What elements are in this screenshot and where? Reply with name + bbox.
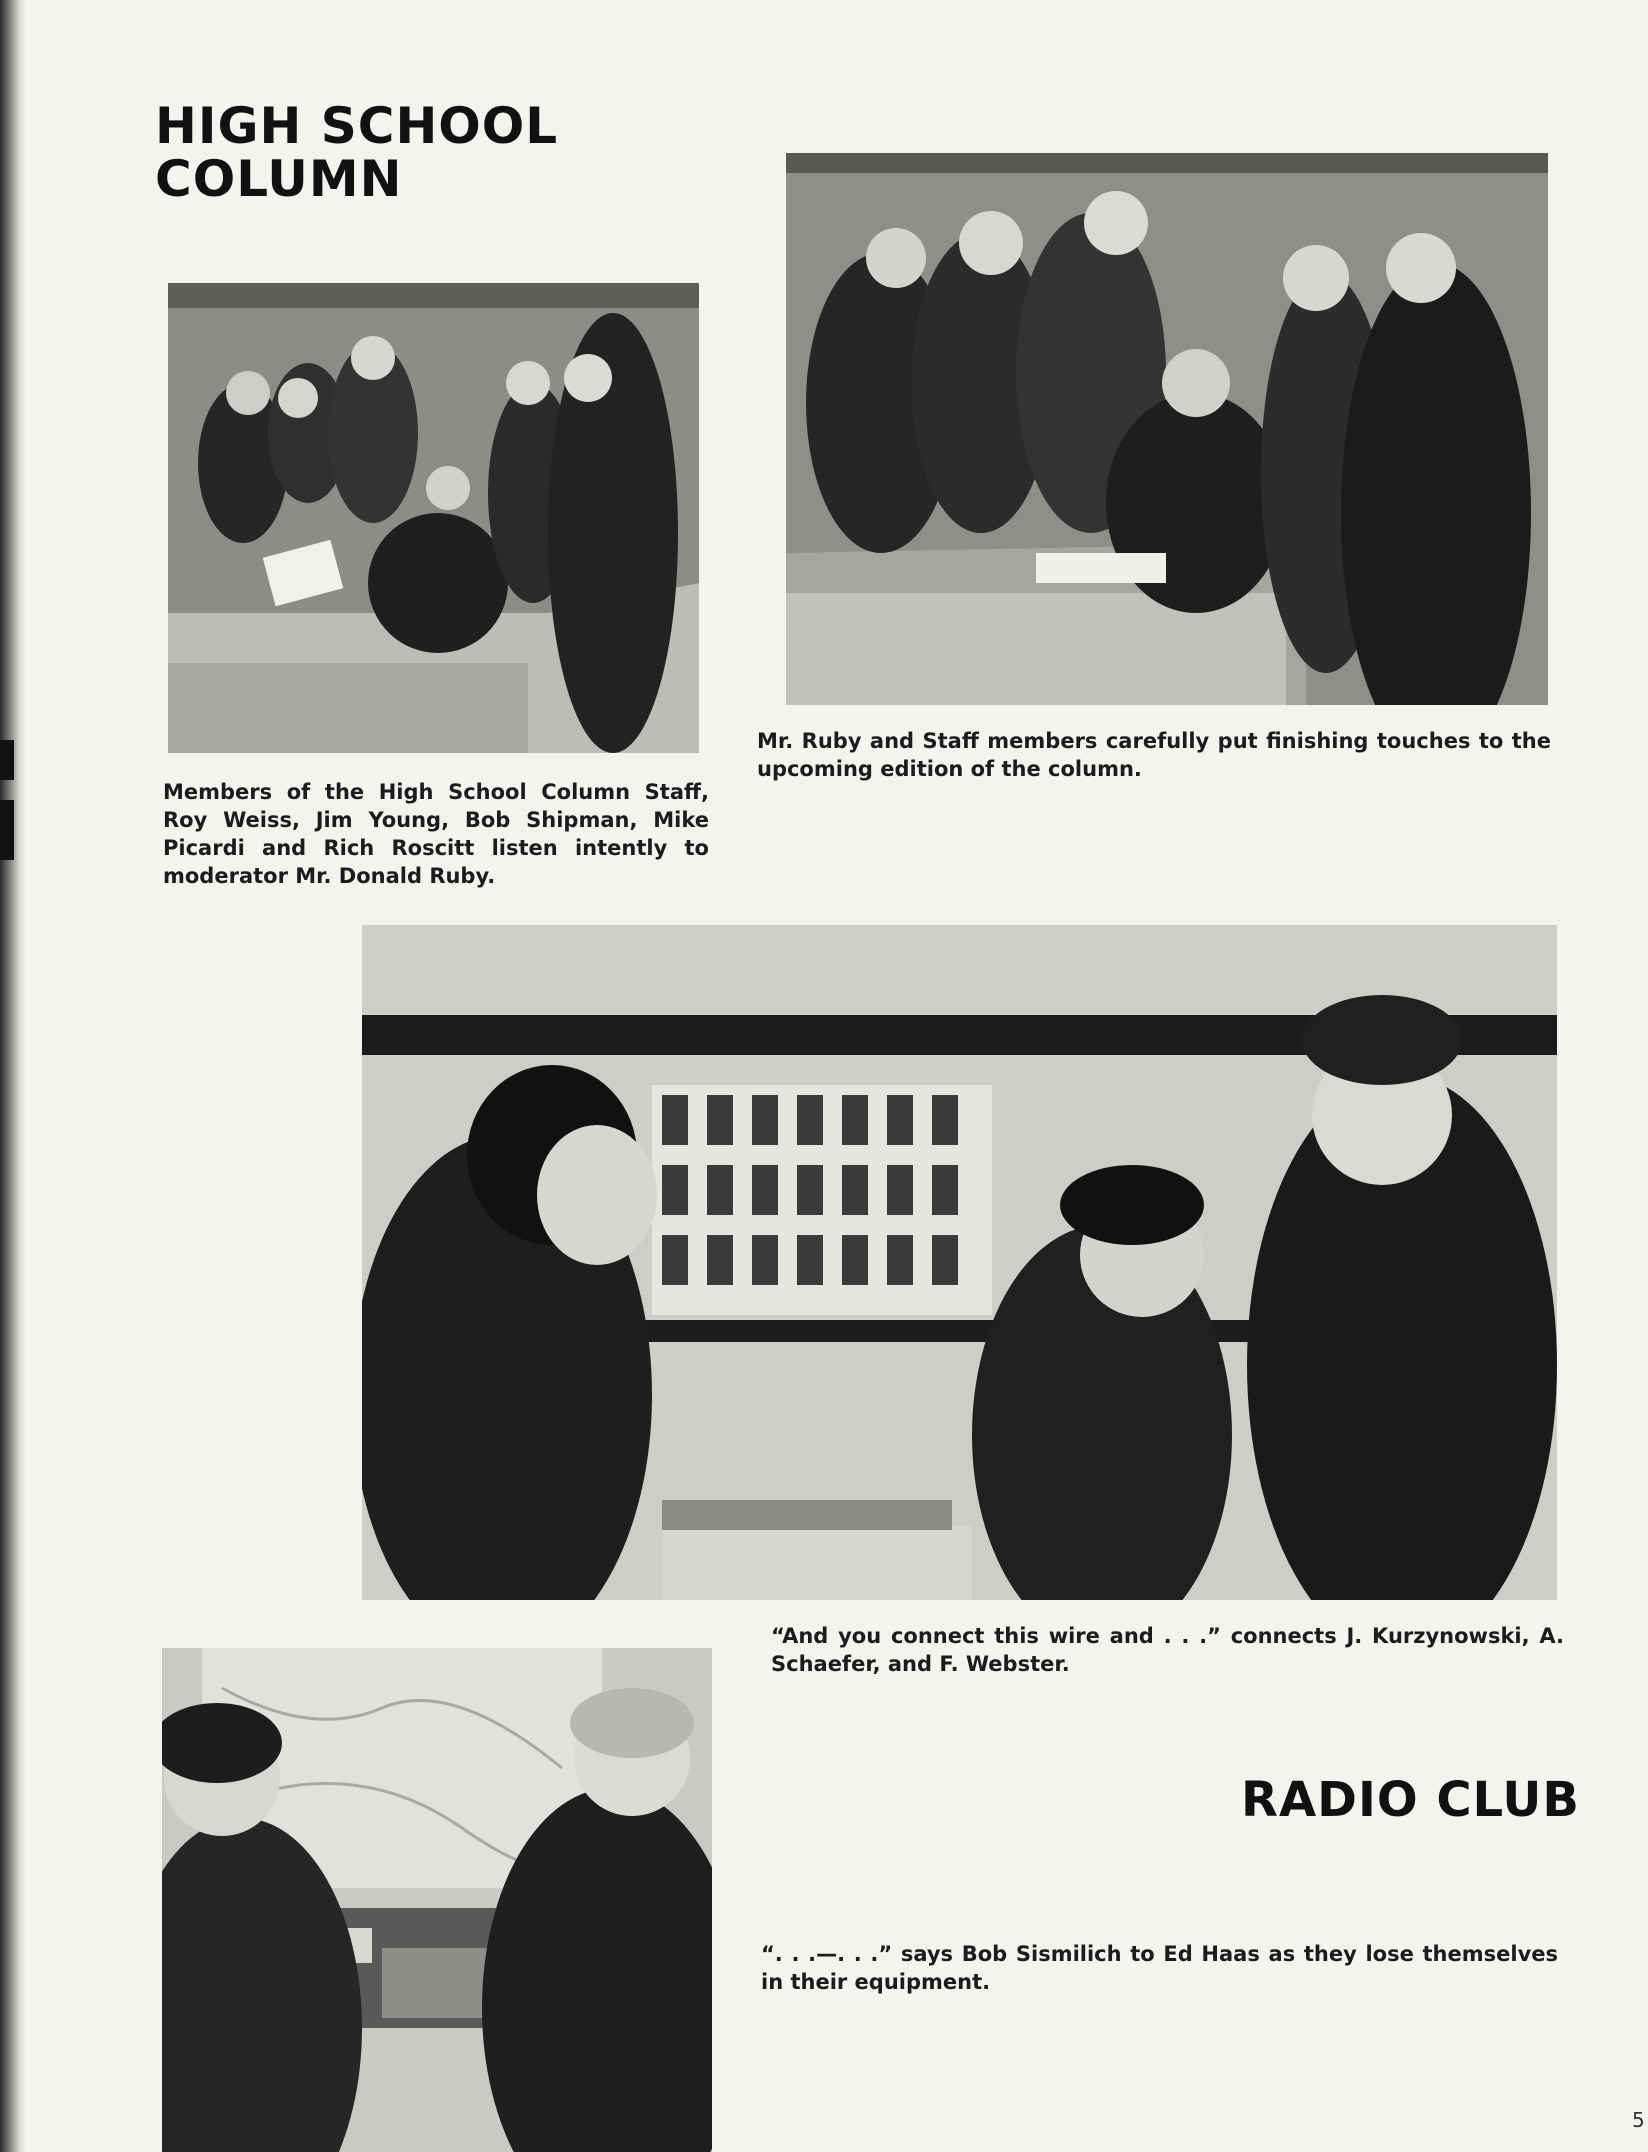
- connect-wire-caption: “And you connect this wire and . . .” connects J. Kurzynowski, A. Schaefer, and F. Webster.: [771, 1624, 1564, 1676]
- radio-club-heading: RADIO CLUB: [1241, 1772, 1580, 1828]
- page-number: 5: [1632, 2108, 1645, 2132]
- radio-equipment-photo: [362, 925, 1557, 1600]
- column-staff-caption: Members of the High School Column Staff, Roy Weiss, Jim Young, Bob Shipman, Mike Picardi and Rich Roscitt listen intently to moderator Mr. Donald Ruby.: [163, 780, 709, 888]
- binding-mark: [0, 740, 14, 780]
- sismilich-haas-caption: “. . .—. . .” says Bob Sismilich to Ed Haas as they lose themselves in their equipment.: [761, 1942, 1558, 1994]
- finishing-touches-photo: [786, 153, 1548, 705]
- finishing-touches-caption: Mr. Ruby and Staff members carefully put finishing touches to the upcoming edition of the column.: [757, 729, 1551, 781]
- column-staff-photo: [168, 283, 699, 753]
- page-binding-shadow: [0, 0, 26, 2152]
- high-school-column-heading: HIGH SCHOOL COLUMN: [155, 97, 559, 208]
- radio-club-photo: [162, 1648, 712, 2152]
- binding-mark: [0, 800, 14, 860]
